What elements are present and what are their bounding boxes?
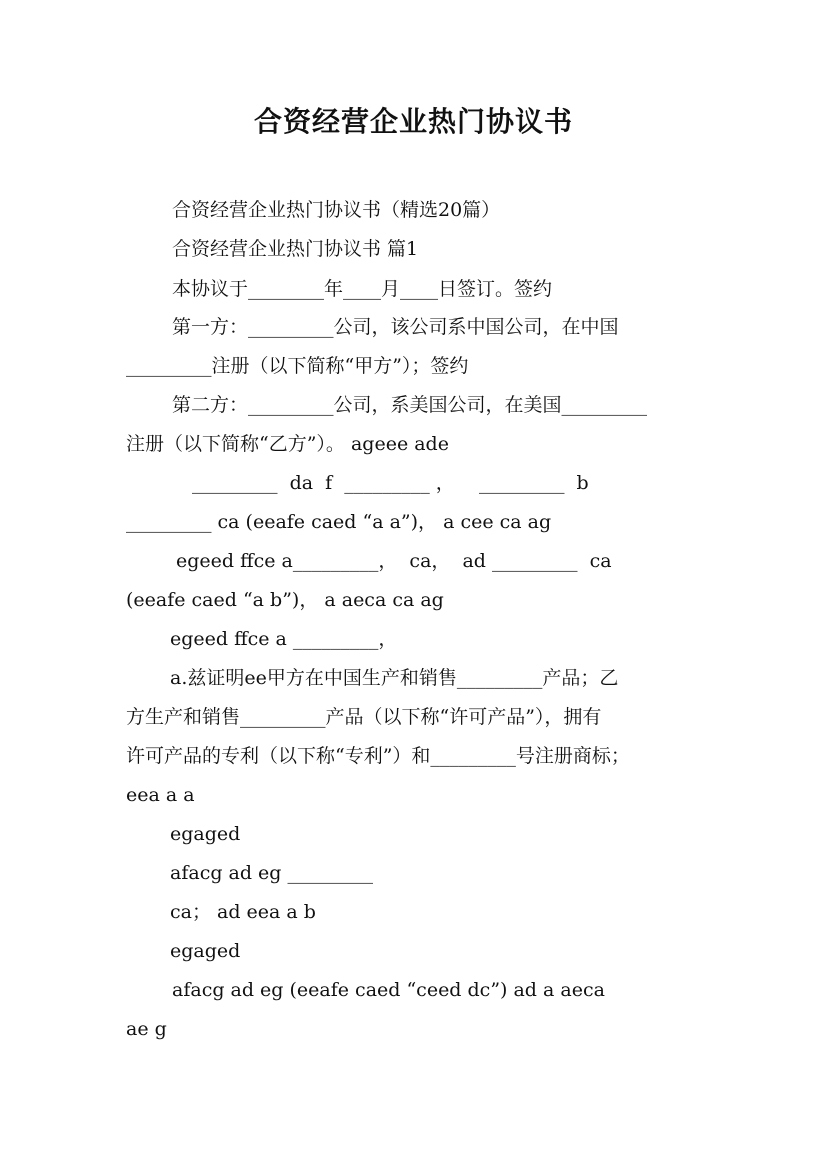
body-line-7: 注册（以下简称“乙方”）。 ageee ade xyxy=(126,433,449,455)
body-line-15: 许可产品的专利（以下称“专利”）和_________号注册商标； xyxy=(126,745,630,767)
body-line-4: 第一方：_________公司，该公司系中国公司，在中国 xyxy=(172,316,619,338)
body-line-16: eea a a xyxy=(126,784,195,806)
body-line-18: afacg ad eg _________ xyxy=(170,862,374,884)
body-line-12: egeed ffce a _________， xyxy=(170,628,398,650)
document-title: 合资经营企业热门协议书 xyxy=(253,105,573,138)
body-line-19: ca； ad eea a b xyxy=(170,901,316,923)
body-line-14: 方生产和销售_________产品（以下称“许可产品”），拥有 xyxy=(126,706,602,728)
body-line-10: egeed ffce a_________， ca， ad _________ ca xyxy=(176,550,612,572)
body-line-2: 合资经营企业热门协议书 篇1 xyxy=(172,238,419,260)
body-line-3: 本协议于________年____月____日签订。签约 xyxy=(172,278,553,300)
body-line-21: afacg ad eg (eeafe caed “ceed dc”) ad a aeca xyxy=(172,979,605,1001)
body-line-9: _________ ca (eeafe caed “a a”)， a cee ca ag xyxy=(126,511,552,533)
body-line-5: _________注册（以下简称“甲方”）；签约 xyxy=(126,355,469,377)
body-line-13: a.兹证明ee甲方在中国生产和销售_________产品；乙 xyxy=(170,667,619,689)
body-line-1: 合资经营企业热门协议书（精选20篇） xyxy=(172,199,501,221)
body-line-8: _________ da f _________ ， _________ b xyxy=(192,472,589,494)
body-line-17: egaged xyxy=(170,823,241,845)
body-line-11: (eeafe caed “a b”)， a aeca ca ag xyxy=(126,589,444,611)
body-line-20: egaged xyxy=(170,940,241,962)
body-line-6: 第二方：_________公司，系美国公司，在美国_________ xyxy=(172,394,648,416)
body-line-22: ae g xyxy=(126,1018,167,1040)
